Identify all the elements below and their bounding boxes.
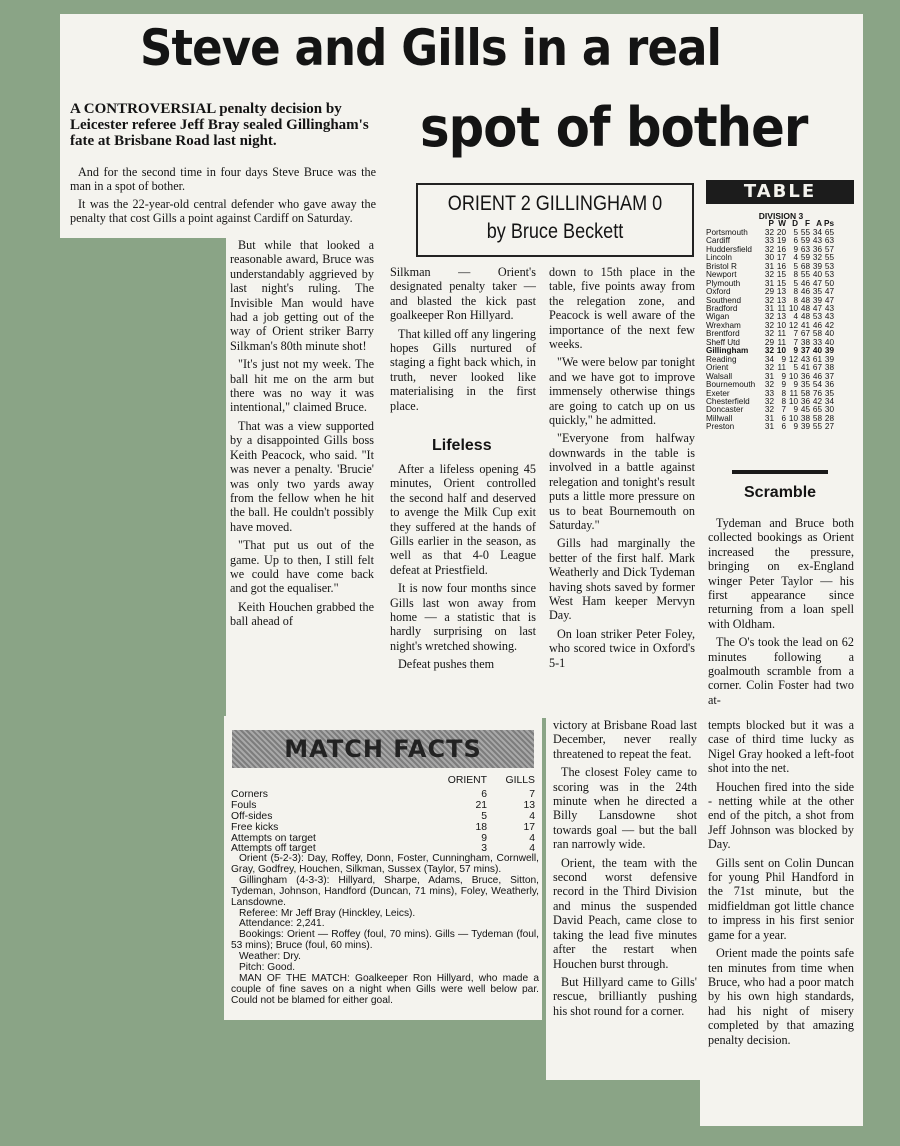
subhead-scramble: Scramble bbox=[744, 484, 817, 501]
table-cell: 8 bbox=[793, 295, 798, 305]
article-paragraph: After a lifeless opening 45 minutes, Orient controlled the second half and deserved to avenge the Milk Cup exit they suffered at the hands of Gills earlier in the season, as well as that 4-0 League defeat at Priestfield. bbox=[390, 462, 536, 577]
table-cell: 6 bbox=[781, 413, 786, 423]
table-cell: 16 bbox=[776, 244, 786, 254]
table-cell: 9 bbox=[793, 346, 798, 356]
table-cell: 47 bbox=[812, 278, 822, 288]
table-cell: 32 bbox=[764, 346, 774, 356]
team-name: Doncaster bbox=[706, 406, 744, 415]
team-name: Brentford bbox=[706, 330, 740, 339]
table-cell: 9 bbox=[793, 244, 798, 254]
table-cell: 31 bbox=[764, 422, 774, 432]
team-name: Millwall bbox=[706, 414, 733, 423]
table-cell: 6 bbox=[793, 236, 798, 246]
table-cell: 32 bbox=[764, 405, 774, 415]
table-cell: 13 bbox=[776, 312, 786, 322]
match-facts-header bbox=[231, 776, 537, 787]
table-cell: 35 bbox=[812, 287, 822, 297]
table-cell: 35 bbox=[800, 380, 810, 390]
table-cell: 32 bbox=[764, 380, 774, 390]
article-paragraph: That was a view supported by a disappointed Gills boss Keith Peacock, who said. "It was never a penalty. 'Brucie' was only two yards away from the fellow when he hit the ball. He couldn't possibly have moved. bbox=[230, 418, 374, 534]
table-cell: 5 bbox=[793, 227, 798, 237]
table-cell: 28 bbox=[824, 413, 834, 423]
table-cell: 10 bbox=[788, 396, 798, 406]
table-cell: 7 bbox=[793, 337, 798, 347]
table-cell: 32 bbox=[764, 320, 774, 330]
away-stat: 17 bbox=[523, 821, 535, 833]
table-cell: 11 bbox=[777, 303, 786, 313]
table-cell: 10 bbox=[788, 371, 798, 381]
article-paragraph: tempts blocked but it was a case of third time lucky as Nigel Gray hooked a left-foot shot into the net. bbox=[708, 718, 854, 776]
table-cell: 40 bbox=[824, 337, 834, 347]
table-cell: 36 bbox=[824, 380, 834, 390]
article-paragraph: The O's took the lead on 62 minutes following a goalmouth scramble from a corner. Colin Foster had two at- bbox=[708, 635, 854, 707]
home-team-header: ORIENT bbox=[447, 775, 487, 786]
table-banner: TABLE bbox=[706, 180, 854, 204]
article-paragraph: Orient, the team with the second worst defensive record in the Third Division and minus the suspended David Peach, came close to taking the lead five minutes after the restart when Houchen burst through. bbox=[553, 855, 697, 971]
table-cell: 9 bbox=[781, 354, 786, 364]
lineup-gillingham: Gillingham (4-3-3): Hillyard, Sharpe, Adams, Bruce, Sitton, Tydeman, Johnson, Handford (Duncan, 71 mins), Foley, Weatherly, Lansdowne. bbox=[231, 874, 539, 908]
team-name: Newport bbox=[706, 271, 737, 280]
article-column-1 bbox=[230, 238, 374, 633]
table-cell: 35 bbox=[824, 388, 834, 398]
match-facts-notes bbox=[231, 854, 539, 1007]
table-cell: 34 bbox=[764, 354, 774, 364]
article-paragraph: Houchen fired into the side - netting while at the other end of the pitch, a shot from Jeff Johnson was blocked by Day. bbox=[708, 779, 854, 852]
table-column-header: Ps bbox=[823, 219, 834, 229]
table-cell: 17 bbox=[776, 253, 786, 263]
table-cell: 32 bbox=[764, 312, 774, 322]
table-cell: 5 bbox=[793, 363, 798, 373]
table-cell: 55 bbox=[824, 253, 834, 263]
table-cell: 47 bbox=[824, 287, 834, 297]
table-cell: 46 bbox=[800, 287, 810, 297]
table-cell: 43 bbox=[812, 236, 822, 246]
table-cell: 33 bbox=[764, 236, 774, 246]
table-cell: 4 bbox=[793, 253, 798, 263]
stat-label: Off-sides bbox=[231, 810, 273, 822]
article-paragraph: Silkman — Orient's designated penalty taker — and blasted the kick past goalkeeper Ron Hillyard. bbox=[390, 265, 536, 323]
table-cell: 67 bbox=[812, 363, 822, 373]
attendance: Attendance: 2,241. bbox=[239, 918, 325, 930]
team-name: Gillingham bbox=[706, 347, 749, 356]
table-cell: 8 bbox=[781, 388, 786, 398]
article-paragraph: Gills sent on Colin Duncan for young Phil Handford in the 71st minute, but the midfieldman got little chance to impress in his first senior game for a year. bbox=[708, 855, 854, 942]
league-rows bbox=[706, 229, 856, 432]
table-cell: 12 bbox=[788, 354, 798, 364]
table-cell: 7 bbox=[781, 405, 786, 415]
team-name: Orient bbox=[706, 364, 729, 373]
table-cell: 5 bbox=[793, 261, 798, 271]
pitch: Pitch: Good. bbox=[239, 962, 296, 974]
table-cell: 32 bbox=[764, 227, 774, 237]
home-stat: 9 bbox=[481, 832, 487, 844]
table-cell: 10 bbox=[788, 413, 798, 423]
stat-label: Corners bbox=[231, 788, 268, 800]
table-cell: 32 bbox=[764, 295, 774, 305]
article-column-2 bbox=[390, 265, 536, 417]
stat-label: Attempts on target bbox=[231, 832, 316, 844]
table-cell: 27 bbox=[824, 422, 834, 432]
article-paragraph: Keith Houchen grabbed the ball ahead of bbox=[230, 599, 374, 629]
table-cell: 63 bbox=[800, 244, 810, 254]
table-cell: 16 bbox=[776, 261, 786, 271]
article-column-3 bbox=[549, 265, 695, 674]
referee: Referee: Mr Jeff Bray (Hinckley, Leics). bbox=[239, 907, 416, 919]
table-column-header: D bbox=[792, 219, 798, 229]
intro-paragraph: It was the 22-year-old central defender who gave away the penalty that cost Gills a point against Cardiff on Saturday. bbox=[70, 197, 376, 225]
match-stats-rows bbox=[231, 790, 537, 855]
table-cell: 68 bbox=[800, 261, 810, 271]
team-name: Bradford bbox=[706, 304, 738, 313]
table-cell: 65 bbox=[812, 405, 822, 415]
team-name: Bournemouth bbox=[706, 381, 756, 390]
table-cell: 32 bbox=[764, 244, 774, 254]
article-paragraph: Defeat pushes them bbox=[398, 657, 495, 672]
intro-paragraph: And for the second time in four days Steve Bruce was the man in a spot of bother. bbox=[70, 165, 376, 193]
table-cell: 59 bbox=[800, 236, 810, 246]
league-table bbox=[706, 212, 856, 432]
table-cell: 39 bbox=[812, 295, 822, 305]
home-stat: 18 bbox=[475, 821, 487, 833]
table-cell: 63 bbox=[824, 236, 834, 246]
table-cell: 9 bbox=[781, 371, 786, 381]
match-stat-row bbox=[231, 801, 537, 812]
table-cell: 55 bbox=[800, 227, 810, 237]
table-cell: 9 bbox=[793, 405, 798, 415]
table-cell: 11 bbox=[777, 337, 786, 347]
table-row bbox=[706, 423, 856, 431]
team-name: Oxford bbox=[706, 288, 731, 297]
table-cell: 53 bbox=[812, 312, 822, 322]
table-cell: 11 bbox=[777, 363, 786, 373]
table-cell: 20 bbox=[776, 227, 786, 237]
table-cell: 47 bbox=[812, 303, 822, 313]
away-team-header: GILLS bbox=[505, 775, 535, 786]
article-column-3-continued bbox=[553, 718, 697, 1022]
team-name: Huddersfield bbox=[706, 245, 752, 254]
table-cell: 42 bbox=[812, 396, 822, 406]
team-name: Plymouth bbox=[706, 279, 741, 288]
match-facts-banner bbox=[232, 730, 534, 768]
table-cell: 57 bbox=[824, 244, 834, 254]
article-paragraph: "We were below par tonight and we have got to improve immensely otherwise things are going to catch up on us quickly," he admitted. bbox=[549, 355, 695, 428]
table-cell: 32 bbox=[764, 396, 774, 406]
table-cell: 61 bbox=[812, 354, 822, 364]
headline-line-2: spot of bother bbox=[420, 96, 808, 159]
table-cell: 13 bbox=[776, 287, 786, 297]
table-cell: 32 bbox=[764, 329, 774, 339]
table-cell: 8 bbox=[793, 287, 798, 297]
table-column-header: F bbox=[804, 219, 810, 229]
bookings: Bookings: Orient — Roffey (foul, 70 mins). Gills — Tydeman (foul, 53 mins); Bruce (foul, 60 mins). bbox=[231, 929, 539, 952]
home-stat: 6 bbox=[481, 788, 487, 800]
table-cell: 48 bbox=[800, 312, 810, 322]
stat-label: Free kicks bbox=[231, 821, 279, 833]
table-cell: 53 bbox=[824, 270, 834, 280]
team-name: Bristol R bbox=[706, 262, 737, 271]
table-cell: 10 bbox=[776, 346, 786, 356]
table-cell: 10 bbox=[788, 303, 798, 313]
away-stat: 4 bbox=[529, 843, 535, 855]
table-cell: 31 bbox=[764, 413, 774, 423]
home-stat: 21 bbox=[475, 799, 487, 811]
away-stat: 7 bbox=[529, 788, 535, 800]
table-cell: 43 bbox=[824, 312, 834, 322]
table-cell: 38 bbox=[800, 337, 810, 347]
article-column-4-continued bbox=[708, 718, 854, 1051]
table-cell: 32 bbox=[764, 363, 774, 373]
table-cell: 8 bbox=[793, 270, 798, 280]
table-cell: 37 bbox=[824, 371, 834, 381]
man-of-the-match: MAN OF THE MATCH: Goalkeeper Ron Hillyard, who made a couple of fine saves on a night when Gills were well below par. Could not be blamed for either goal. bbox=[231, 972, 539, 1006]
home-stat: 3 bbox=[481, 843, 487, 855]
article-column-2-continued bbox=[390, 462, 536, 676]
article-paragraph: The closest Foley came to scoring was in the 24th minute when he directed a Billy Lansdowne shot towards goal — but the ball ran narrowly wide. bbox=[553, 765, 697, 852]
table-cell: 32 bbox=[812, 253, 822, 263]
table-cell: 37 bbox=[800, 346, 810, 356]
table-cell: 46 bbox=[812, 320, 822, 330]
table-cell: 30 bbox=[764, 253, 774, 263]
team-name: Cardiff bbox=[706, 237, 730, 246]
table-cell: 42 bbox=[824, 320, 834, 330]
table-cell: 9 bbox=[793, 422, 798, 432]
table-column-header: A bbox=[816, 219, 822, 229]
table-cell: 46 bbox=[800, 278, 810, 288]
byline-box bbox=[416, 183, 694, 257]
team-name: Southend bbox=[706, 296, 742, 305]
table-cell: 10 bbox=[776, 320, 786, 330]
table-cell: 39 bbox=[800, 422, 810, 432]
table-column-header: P bbox=[768, 219, 774, 229]
team-name: Reading bbox=[706, 355, 737, 364]
match-facts-table bbox=[231, 776, 537, 855]
table-cell: 31 bbox=[764, 261, 774, 271]
table-cell: 7 bbox=[793, 329, 798, 339]
table-cell: 11 bbox=[777, 329, 786, 339]
divider-rule bbox=[732, 470, 828, 474]
table-cell: 8 bbox=[781, 396, 786, 406]
table-cell: 11 bbox=[789, 388, 798, 398]
table-cell: 59 bbox=[800, 253, 810, 263]
team-name: Walsall bbox=[706, 372, 733, 381]
team-name: Chesterfield bbox=[706, 397, 750, 406]
table-cell: 36 bbox=[812, 244, 822, 254]
table-cell: 76 bbox=[812, 388, 822, 398]
table-cell: 12 bbox=[788, 320, 798, 330]
article-paragraph: victory at Brisbane Road last December, never really threatened to repeat the feat. bbox=[553, 718, 697, 761]
intro-lede: A CONTROVERSIAL penalty decision by Leicester referee Jeff Bray sealed Gillingham's fate at Brisbane Road last night. bbox=[70, 101, 369, 149]
article-paragraph: It is now four months since Gills last won away from home — a statistic that is hardly surprising on last night's wretched showing. bbox=[390, 581, 536, 653]
away-stat: 4 bbox=[529, 810, 535, 822]
table-cell: 36 bbox=[800, 396, 810, 406]
match-facts-title: MATCH FACTS bbox=[284, 735, 482, 763]
table-cell: 15 bbox=[776, 278, 786, 288]
match-stat-row bbox=[231, 823, 537, 834]
table-cell: 32 bbox=[764, 270, 774, 280]
article-paragraph: "Everyone from halfway downwards in the table is involved in a battle against relegation and tonight's result puts a little more pressure on us to beat Bournemouth on Saturday." bbox=[549, 431, 695, 532]
table-cell: 15 bbox=[776, 270, 786, 280]
table-cell: 31 bbox=[764, 278, 774, 288]
table-cell: 33 bbox=[764, 388, 774, 398]
table-cell: 5 bbox=[793, 278, 798, 288]
team-name: Portsmouth bbox=[706, 228, 748, 237]
stat-label: Fouls bbox=[231, 799, 257, 811]
match-stat-row bbox=[231, 790, 537, 801]
lineup-orient: Orient (5-2-3): Day, Roffey, Donn, Foster, Cunningham, Cornwell, Gray, Godfrey, Houchen, Silkman, Sussex (Taylor, 57 mins). bbox=[231, 853, 539, 875]
table-cell: 19 bbox=[776, 236, 786, 246]
article-paragraph: Orient made the points safe ten minutes from time when Bruce, who had a poor match by his own high standards, had his night of misery completed by that amazing penalty decision. bbox=[708, 946, 854, 1047]
team-name: Wrexham bbox=[706, 321, 741, 330]
article-column-4 bbox=[708, 516, 854, 711]
article-paragraph: Tydeman and Bruce both collected bookings as Orient increased the pressure, bringing on ex-England winger Peter Taylor — his first appearance since returning from a loan spell with Oldham. bbox=[708, 516, 854, 631]
article-paragraph: But while that looked a reasonable award, Bruce was understandably aggrieved by last night's ruling. The Invisible Man would have had a job getting out of the way of Orient striker Barry Silkman's 80th minute shot! bbox=[230, 238, 374, 353]
table-cell: 50 bbox=[824, 278, 834, 288]
table-cell: 34 bbox=[824, 396, 834, 406]
away-stat: 4 bbox=[529, 832, 535, 844]
author-byline: by Bruce Beckett bbox=[486, 220, 624, 243]
division-title: DIVISION 3 bbox=[758, 211, 804, 221]
article-paragraph: Gills had marginally the better of the first half. Mark Weatherly and Dick Tydeman having shots saved by former West Ham keeper Mervyn Day. bbox=[549, 536, 695, 623]
subhead-lifeless: Lifeless bbox=[432, 437, 492, 454]
table-cell: 33 bbox=[812, 337, 822, 347]
table-cell: 48 bbox=[800, 303, 810, 313]
table-cell: 41 bbox=[800, 363, 810, 373]
table-cell: 58 bbox=[812, 413, 822, 423]
table-cell: 39 bbox=[812, 261, 822, 271]
intro-paragraphs bbox=[70, 165, 376, 225]
score-line: ORIENT 2 GILLINGHAM 0 bbox=[447, 192, 663, 215]
table-cell: 46 bbox=[812, 371, 822, 381]
table-cell: 34 bbox=[812, 227, 822, 237]
article-paragraph: On loan striker Peter Foley, who scored twice in Oxford's 5-1 bbox=[549, 626, 695, 670]
weather: Weather: Dry. bbox=[239, 951, 301, 963]
table-cell: 47 bbox=[824, 295, 834, 305]
table-cell: 38 bbox=[824, 363, 834, 373]
table-cell: 55 bbox=[812, 422, 822, 432]
table-cell: 41 bbox=[800, 320, 810, 330]
team-name: Exeter bbox=[706, 389, 730, 398]
table-cell: 53 bbox=[824, 261, 834, 271]
table-column-header: W bbox=[778, 219, 786, 229]
table-cell: 58 bbox=[812, 329, 822, 339]
article-paragraph: "It's just not my week. The ball hit me on the arm but there was no way it was intentional," claimed Bruce. bbox=[230, 357, 374, 415]
table-cell: 9 bbox=[793, 380, 798, 390]
table-cell: 39 bbox=[824, 354, 834, 364]
table-cell: 48 bbox=[800, 295, 810, 305]
article-paragraph: But Hillyard came to Gills' rescue, brilliantly pushing his shot round for a corner. bbox=[553, 974, 697, 1018]
table-cell: 36 bbox=[800, 371, 810, 381]
article-paragraph: down to 15th place in the table, five points away from the relegation zone, and Peacock is well aware of the importance of the next few weeks. bbox=[549, 265, 695, 352]
headline-line-1: Steve and Gills in a real bbox=[140, 19, 722, 77]
table-cell: 9 bbox=[781, 380, 786, 390]
table-cell: 29 bbox=[764, 287, 774, 297]
table-cell: 43 bbox=[800, 354, 810, 364]
team-name: Sheff Utd bbox=[706, 338, 740, 347]
table-cell: 45 bbox=[800, 405, 810, 415]
table-cell: 54 bbox=[812, 380, 822, 390]
table-cell: 30 bbox=[824, 405, 834, 415]
table-cell: 13 bbox=[776, 295, 786, 305]
table-cell: 31 bbox=[764, 303, 774, 313]
table-cell: 40 bbox=[812, 270, 822, 280]
table-cell: 40 bbox=[824, 329, 834, 339]
table-cell: 39 bbox=[824, 346, 834, 356]
table-cell: 6 bbox=[781, 422, 786, 432]
table-cell: 29 bbox=[764, 337, 774, 347]
article-paragraph: That killed off any lingering hopes Gills nurtured of staging a fight back which, in truth, never looked like materialising in the first place. bbox=[390, 326, 536, 413]
team-name: Preston bbox=[706, 423, 735, 432]
stat-label: Attempts off target bbox=[231, 843, 316, 855]
table-cell: 55 bbox=[800, 270, 810, 280]
team-name: Wigan bbox=[706, 313, 730, 322]
match-stat-row bbox=[231, 812, 537, 823]
team-name: Lincoln bbox=[706, 254, 732, 263]
home-stat: 5 bbox=[481, 810, 487, 822]
table-cell: 43 bbox=[824, 303, 834, 313]
table-cell: 67 bbox=[800, 329, 810, 339]
table-cell: 4 bbox=[793, 312, 798, 322]
table-cell: 58 bbox=[800, 388, 810, 398]
table-cell: 38 bbox=[800, 413, 810, 423]
away-stat: 13 bbox=[523, 799, 535, 811]
table-cell: 65 bbox=[824, 227, 834, 237]
table-cell: 31 bbox=[764, 371, 774, 381]
table-cell: 40 bbox=[812, 346, 822, 356]
article-paragraph: "That put us out of the game. Up to then, I still felt we could have come back and got the equaliser." bbox=[230, 538, 374, 596]
